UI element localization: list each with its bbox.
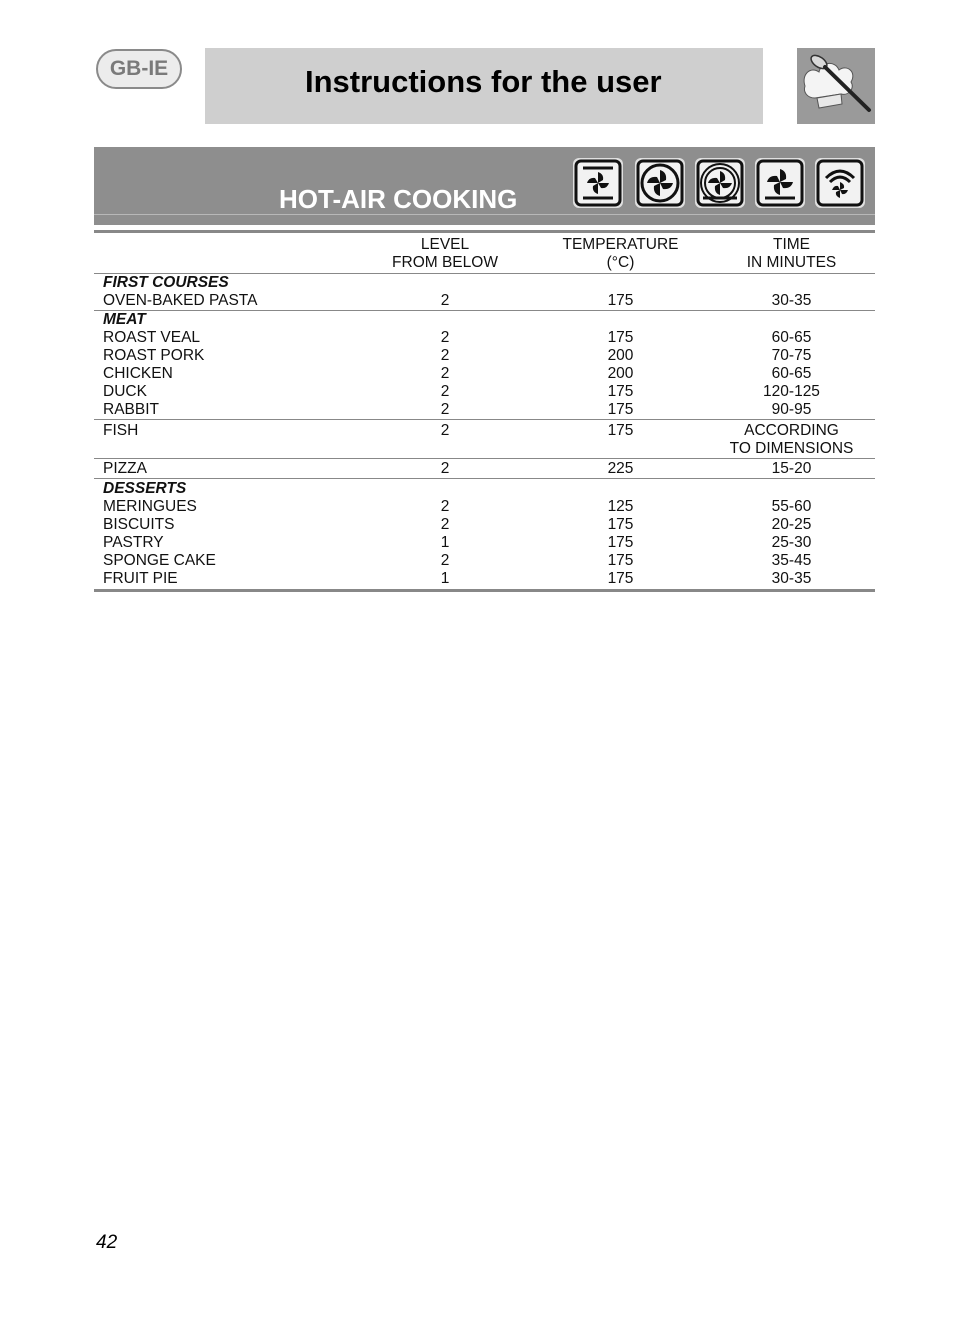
- section-title: HOT-AIR COOKING: [279, 184, 518, 214]
- section-header-band: [94, 147, 875, 225]
- header-level-line1: LEVEL: [420, 236, 470, 253]
- temperature-cell: 200: [607, 347, 634, 364]
- header-time-line2: IN MINUTES: [746, 254, 837, 271]
- fan-icon: [635, 158, 685, 208]
- food-cell: CHICKEN: [103, 365, 173, 382]
- time-cell-line2: TO DIMENSIONS: [729, 440, 854, 457]
- header-time: [708, 232, 875, 274]
- time-cell: 60-65: [771, 365, 812, 382]
- temperature-cell: 175: [533, 420, 708, 459]
- table-row: [94, 552, 875, 570]
- fan-with-top-bottom-elements-icon: [573, 158, 623, 208]
- time-cell: 15-20: [708, 459, 875, 479]
- table-row: [94, 365, 875, 383]
- fan-defrost-icon: [815, 158, 865, 208]
- level-cell: 2: [440, 365, 450, 382]
- temperature-cell: 175: [607, 534, 634, 551]
- table-row: [94, 329, 875, 347]
- temperature-cell: 175: [607, 329, 634, 346]
- level-cell: 2: [357, 420, 533, 459]
- level-cell: 2: [440, 498, 450, 515]
- temperature-cell: 175: [607, 401, 634, 418]
- category-label: DESSERTS: [94, 479, 357, 499]
- table-row: [94, 292, 875, 311]
- time-cell: 55-60: [771, 498, 812, 515]
- temperature-cell: 175: [607, 516, 634, 533]
- food-cell: PIZZA: [94, 459, 357, 479]
- level-cell: 2: [357, 459, 533, 479]
- food-cell: BISCUITS: [103, 516, 175, 533]
- category-label: FIRST COURSES: [94, 274, 357, 293]
- page-number: 42: [96, 1232, 118, 1253]
- food-cell: OVEN-BAKED PASTA: [103, 292, 258, 309]
- fan-with-bottom-element-icon: [755, 158, 805, 208]
- level-cell: 2: [440, 292, 450, 309]
- time-cell: 25-30: [771, 534, 812, 551]
- header-temperature-line2: (°C): [606, 254, 635, 271]
- food-cell: ROAST PORK: [103, 347, 205, 364]
- header-time-line1: TIME: [772, 236, 811, 253]
- table-row: [94, 498, 875, 516]
- header-temperature: [533, 232, 708, 274]
- temperature-cell: 175: [607, 292, 634, 309]
- temperature-cell: 200: [607, 365, 634, 382]
- food-cell: DUCK: [103, 383, 147, 400]
- temperature-cell: 225: [533, 459, 708, 479]
- level-cell: 2: [440, 552, 450, 569]
- temperature-cell: 175: [607, 383, 634, 400]
- food-cell: FRUIT PIE: [94, 570, 357, 591]
- header-food: [94, 232, 357, 274]
- food-cell: RABBIT: [103, 401, 159, 418]
- time-cell: 30-35: [708, 570, 875, 591]
- header-title-box: [205, 48, 763, 124]
- time-cell: 90-95: [771, 401, 812, 418]
- time-cell: 70-75: [771, 347, 812, 364]
- category-label: MEAT: [94, 311, 357, 330]
- table-row-pizza: [94, 459, 875, 479]
- table-row: [94, 516, 875, 534]
- table-row: [94, 401, 875, 420]
- table-row: [94, 534, 875, 552]
- language-badge-label: GB-IE: [109, 57, 169, 80]
- header-level-line2: FROM BELOW: [392, 254, 498, 271]
- level-cell: 2: [440, 383, 450, 400]
- header-temperature-line1: TEMPERATURE: [562, 236, 679, 253]
- time-cell: 20-25: [771, 516, 812, 533]
- food-cell: FISH: [94, 420, 357, 459]
- table-row: [94, 570, 875, 591]
- level-cell: 2: [440, 347, 450, 364]
- category-row-meat: [94, 311, 875, 330]
- table-row: [94, 347, 875, 365]
- level-cell: 2: [440, 401, 450, 418]
- temperature-cell: 125: [607, 498, 634, 515]
- level-cell: 2: [440, 516, 450, 533]
- category-row-first-courses: [94, 274, 875, 293]
- food-cell: SPONGE CAKE: [103, 552, 216, 569]
- temperature-cell: 175: [533, 570, 708, 591]
- category-row-desserts: [94, 479, 875, 499]
- table-header-row: [94, 232, 875, 274]
- level-cell: 2: [440, 329, 450, 346]
- level-cell: 1: [440, 534, 450, 551]
- cooking-table: [94, 230, 875, 592]
- food-cell: PASTRY: [103, 534, 164, 551]
- table-row: [94, 383, 875, 401]
- food-cell: ROAST VEAL: [103, 329, 201, 346]
- language-badge: [96, 49, 182, 89]
- time-cell: 35-45: [771, 552, 812, 569]
- level-cell: 1: [357, 570, 533, 591]
- chef-spoon-icon: [797, 48, 875, 124]
- time-cell: 30-35: [771, 292, 812, 309]
- page-title: Instructions for the user: [305, 64, 662, 99]
- fan-with-ring-element-icon: [695, 158, 745, 208]
- table-row-fish: [94, 420, 875, 459]
- header-level: [357, 232, 533, 274]
- time-cell: 120-125: [763, 383, 820, 400]
- time-cell: [708, 420, 875, 459]
- time-cell-line1: ACCORDING: [744, 422, 839, 439]
- temperature-cell: 175: [607, 552, 634, 569]
- food-cell: MERINGUES: [103, 498, 197, 515]
- time-cell: 60-65: [771, 329, 812, 346]
